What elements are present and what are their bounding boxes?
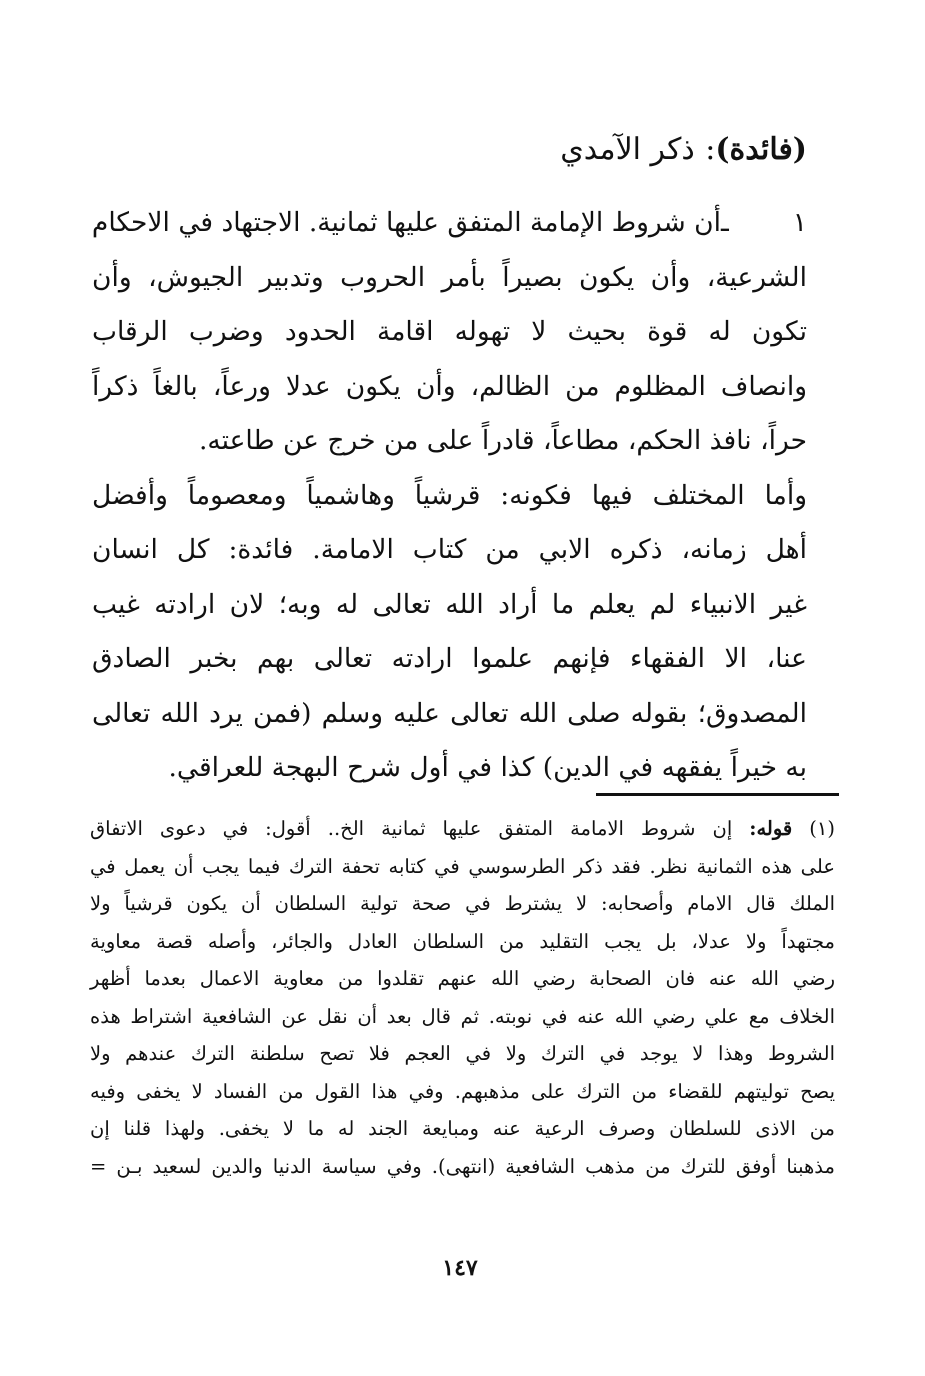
heading-text: ذكر الآمدي <box>560 132 695 167</box>
footnote-line: على هذه الثمانية نظر. فقد ذكر الطرسوسي في كتابه تحفة الترك فيما يجب أن يعمل في <box>90 854 835 878</box>
paragraph-line: حراً، نافذ الحكم، مطاعاً، قادراً على من خرج عن طاعته. <box>198 425 807 456</box>
paragraph-line: أهل زمانه، ذكره الابي من كتاب الامامة. فائدة: كل انسان <box>92 534 807 565</box>
footnote <box>90 810 835 1185</box>
paragraph-line <box>92 196 807 251</box>
heading-separator: : <box>705 132 716 167</box>
footnote-line <box>90 810 835 848</box>
footnote-line-text: إن شروط الامامة المتفق عليها ثمانية الخ.. أقول: في دعوى الاتفاق <box>90 817 733 840</box>
paragraph-line: المصدوق؛ بقوله صلى الله تعالى عليه وسلم (فمن يرد الله تعالى <box>92 697 807 729</box>
paragraph-line: به خيراً يفقهه في الدين) كذا في أول شرح البهجة للعراقي. <box>168 752 807 783</box>
footnote-marker: (١) <box>809 817 835 840</box>
footnote-line: يصح توليتهم للقضاء من الترك على مذهبهم. وفي هذا القول من الفساد لا يخفى وفيه <box>90 1079 835 1103</box>
footnote-line: رضي الله عنه فان الصحابة رضي الله عنهم تقلدوا من معاوية الاعمال بعدما أظهر <box>90 967 835 990</box>
footnote-line: الشروط وهذا لا يوجد في الترك ولا في العجم فلا تصح سلطنة الترك عندهم ولا <box>90 1042 835 1065</box>
footnote-line: من الاذى للسلطان وصرف الرعية عنه ومبايعة الجند له ما لا يخفى. ولهذا قلنا إن <box>90 1117 835 1140</box>
heading-label: (فائدة) <box>715 132 807 167</box>
paragraph-line: غير الانبياء لم يعلم ما أراد الله تعالى له وبه؛ لان ارادته غيب <box>92 588 807 620</box>
main-paragraph <box>92 196 807 796</box>
section-heading <box>107 120 807 180</box>
paragraph-line: وأما المختلف فيها فكونه: قرشياً وهاشمياً ومعصوماً وأفضل <box>92 479 807 511</box>
footnote-line: الملك قال الامام وأصحابه: لا يشترط في صحة تولية السلطان أن يكون قرشياً ولا <box>90 892 835 915</box>
footnote-quote-label: قوله: <box>749 817 793 840</box>
paragraph-line: عنا، الا الفقهاء فإنهم علموا ارادته تعالى بهم بخبر الصادق <box>92 643 807 674</box>
page-number: ١٤٧ <box>442 1255 478 1281</box>
footnote-line: مذهبنا أوفق للترك من مذهب الشافعية (انتهى). وفي سياسة الدنيا والدين لسعيد بـن = <box>90 1154 835 1178</box>
footnote-line: الخلاف مع علي رضي الله عنه في نوبته. ثم قال بعد أن نقل عن الشافعية اشتراط هذه <box>90 1004 835 1028</box>
item-number: ١ ـ <box>721 207 807 238</box>
paragraph-line: تكون له قوة بحيث لا تهوله اقامة الحدود وضرب الرقاب <box>92 316 807 347</box>
paragraph-line: وانصاف المظلوم من الظالم، وأن يكون عدلا ورعاً، بالغاً ذكراً <box>92 370 807 402</box>
paragraph-line-text: أن شروط الإمامة المتفق عليها ثمانية. الاجتهاد في الاحكام <box>91 207 721 238</box>
paragraph-line: الشرعية، وأن يكون بصيراً بأمر الحروب وتدبير الجيوش، وأن <box>92 261 807 293</box>
footnote-line: مجتهداً ولا عدلا، بل يجب التقليد من السلطان العادل والجائر، وأصله قصة معاوية <box>90 929 835 953</box>
footnote-divider <box>596 793 839 796</box>
